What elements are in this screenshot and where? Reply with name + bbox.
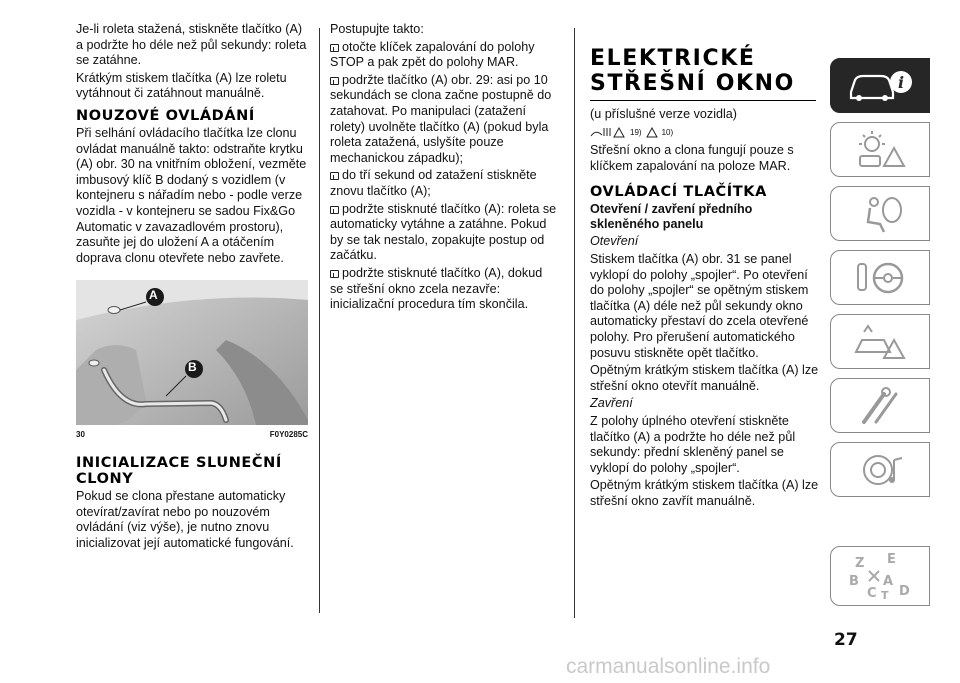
airbag-seat-icon xyxy=(850,194,910,234)
step-text: podržte stisknuté tlačítko (A), dokud se střešní okno zcela nezavře: inicializační procedura tím skončila. xyxy=(330,265,543,312)
index-letter: B xyxy=(849,574,859,589)
paragraph: Postupujte takto: xyxy=(330,22,424,36)
heading-rule xyxy=(590,100,816,101)
tab-maintenance[interactable] xyxy=(830,378,930,433)
variant-ref: 19) xyxy=(630,127,642,137)
index-letter: A xyxy=(883,574,894,589)
multimedia-icon xyxy=(850,450,910,490)
hand-write-warning-icon xyxy=(590,126,626,138)
index-letter: D xyxy=(899,584,910,599)
paragraph: Pokud se clona přestane automaticky otevírat/zavírat nebo po nouzovém ovládání (viz výše), je nutno znovu inicializovat její automatické fungování. xyxy=(76,488,294,550)
index-letter: T xyxy=(881,589,889,601)
svg-text:i: i xyxy=(897,72,905,92)
step-bullet-icon xyxy=(330,77,339,85)
maintenance-tools-icon xyxy=(850,386,910,426)
paragraph: Je-li roleta stažená, stiskněte tlačítko (A) a podržte ho déle než půl sekundy: roleta se zatáhne. xyxy=(76,22,307,68)
paragraph: Opětným krátkým stiskem tlačítka (A) lze střešní okno zavřít manuálně. xyxy=(590,478,819,508)
step-text: do tří sekund od zatažení stiskněte znovu tlačítko (A); xyxy=(330,168,537,198)
figure-callout-b: B xyxy=(188,360,197,375)
car-info-icon xyxy=(845,68,915,104)
paragraph: Krátkým stiskem tlačítka (A) lze roletu vytáhnout či zatáhnout manuálně. xyxy=(76,70,287,101)
alphabetical-index-icon xyxy=(845,551,915,601)
tab-multimedia[interactable] xyxy=(830,442,930,497)
watermark: carmanualsonline.info xyxy=(566,655,771,678)
figure-30-image xyxy=(76,280,308,425)
step-text: podržte stisknuté tlačítko (A): roleta se automaticky vytáhne a zatáhne. Pokud by se tak nestalo, zopakujte postup od začátku. xyxy=(330,201,557,263)
paragraph: Opětným krátkým stiskem tlačítka (A) lze střešní okno otevřít manuálně. xyxy=(590,363,819,393)
variant-ref: 10) xyxy=(661,127,674,137)
warning-lights-icon xyxy=(850,130,910,170)
step-bullet-icon xyxy=(330,172,339,180)
sub-heading: Otevření / zavření předního skleněného panelu xyxy=(590,202,753,232)
section-heading-init: INICIALIZACE SLUNEČNÍ CLONY xyxy=(76,454,282,487)
variant-symbols xyxy=(590,125,820,141)
figure-number: 30 xyxy=(76,430,85,440)
step-text: podržte tlačítko (A) obr. 29: asi po 10 sekundách se clona začne postupně do zatahovat. Po manipulaci (zatažení rolety) uvolněte tlačítko (A) (pokud byla roleta zatažená, uslyšíte pouze mechanickou západku); xyxy=(330,72,552,165)
tab-starting-driving[interactable] xyxy=(830,250,930,305)
column-right xyxy=(590,46,820,511)
paragraph: Při selhání ovládacího tlačítka lze clonu ovládat manuálně takto: odstraňte krytku (A) obr. 30 na vnitřním obložení, vezměte imbusový klíč B dodaný s vozidlem (v kontejneru s nářadím nebo - podle verze vozidla - v kontejneru se sadou Fix&Go Automatic v zavazadlovém prostoru), zasuňte jej do uložení A a otáčením doprava clonu otevřete nebo zavřete. xyxy=(76,125,307,265)
chapter-heading-line2: STŘEŠNÍ OKNO xyxy=(590,71,795,96)
step-bullet-icon xyxy=(330,44,339,52)
variant-note: (u příslušné verze vozidla) xyxy=(590,107,737,121)
steering-wheel-icon xyxy=(850,258,910,298)
step-bullet-icon xyxy=(330,206,339,214)
subsection-title-close: Zavření xyxy=(590,396,633,411)
paragraph: Z polohy úplného otevření stiskněte tlačítko (A) a podržte ho déle než půl sekundy: přední skleněný panel se vyklopí do polohy „spojler“. xyxy=(590,413,796,475)
chapter-heading-line1: ELEKTRICKÉ xyxy=(590,46,756,71)
collision-warning-icon xyxy=(850,322,910,362)
figure-callout-a: A xyxy=(149,288,158,303)
section-heading-emergency: NOUZOVÉ OVLÁDÁNÍ xyxy=(76,107,255,124)
column-divider xyxy=(574,28,575,618)
step-item xyxy=(330,168,558,199)
column-left xyxy=(76,22,308,553)
index-letter: E xyxy=(887,552,896,567)
tab-index[interactable] xyxy=(830,546,930,606)
index-letter: C xyxy=(867,586,877,601)
column-middle xyxy=(330,22,558,315)
step-bullet-icon xyxy=(330,270,339,278)
step-item xyxy=(330,266,558,313)
step-text: otočte klíček zapalování do polohy STOP a pak zpět do polohy MAR. xyxy=(330,39,535,70)
chapter-heading xyxy=(590,46,820,96)
subsection-title-open: Otevření xyxy=(590,234,639,249)
figure-caption xyxy=(76,427,308,443)
step-item xyxy=(330,73,558,167)
tab-car-info[interactable] xyxy=(830,58,930,113)
step-item xyxy=(330,202,558,264)
warning-triangle-icon xyxy=(646,127,658,138)
column-divider xyxy=(319,28,320,613)
figure-code: F0Y0285C xyxy=(269,430,308,440)
tab-safety[interactable] xyxy=(830,186,930,241)
tab-warning-lights[interactable] xyxy=(830,122,930,177)
step-item xyxy=(330,40,558,71)
page-number: 27 xyxy=(834,630,858,650)
tab-emergency[interactable] xyxy=(830,314,930,369)
paragraph: Stiskem tlačítka (A) obr. 31 se panel vyklopí do polohy „spojler“. Po otevření do polohy „spojler“ se opětným stiskem tlačítka (A) déle než půl sekundy okno automaticky přestaví do zcela otevřené polohy. Pro přerušení automatického posuvu stiskněte opět tlačítko. xyxy=(590,251,809,360)
index-letter: Z xyxy=(855,556,865,571)
section-heading-buttons: OVLÁDACÍ TLAČÍTKA xyxy=(590,184,767,201)
paragraph: Střešní okno a clona fungují pouze s klíčkem zapalování na poloze MAR. xyxy=(590,143,794,173)
